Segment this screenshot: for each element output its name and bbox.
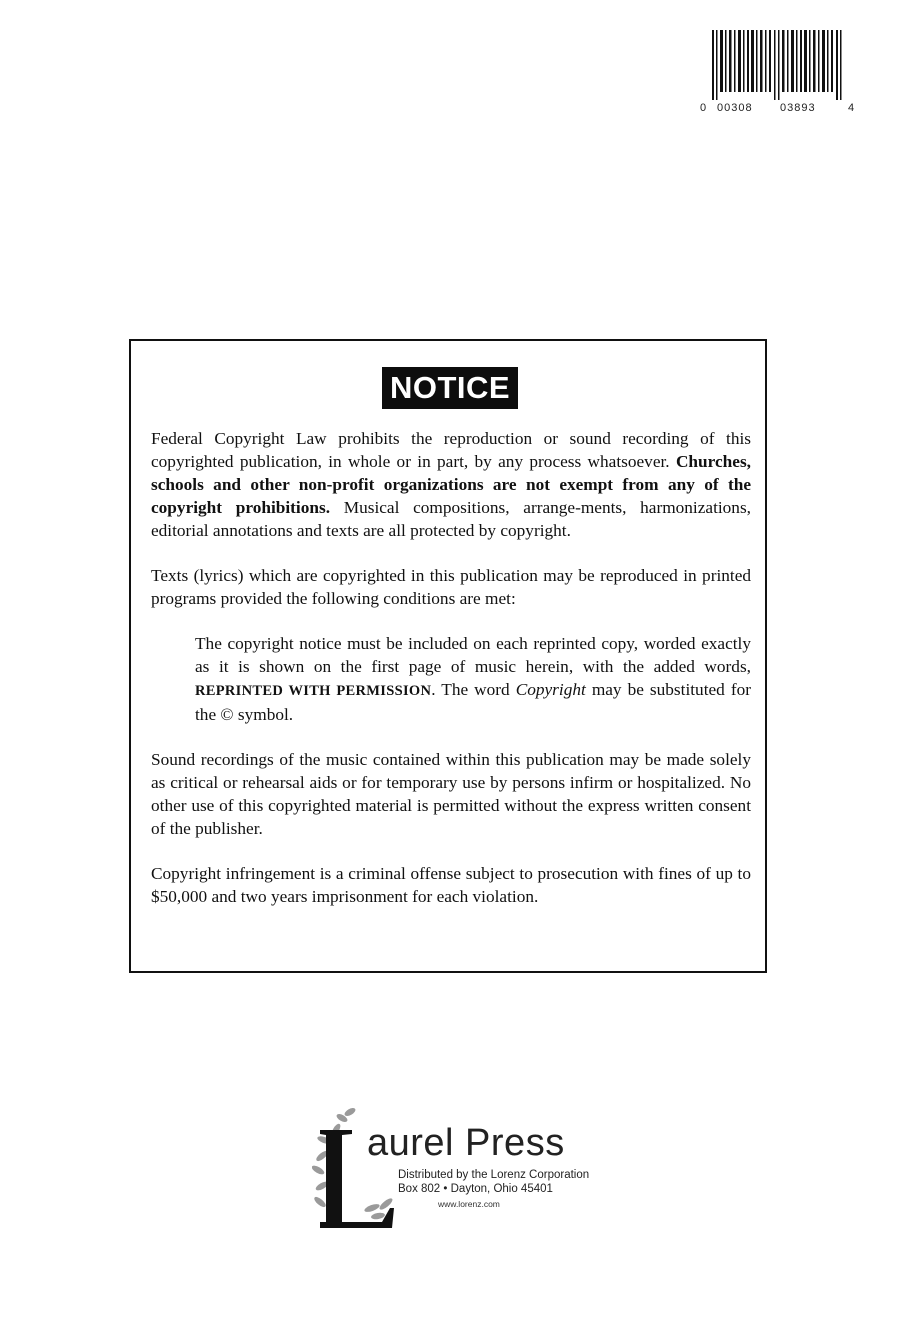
barcode-digits bbox=[700, 102, 860, 122]
notice-para3-text-2: . The word bbox=[431, 680, 516, 699]
publisher-logo bbox=[312, 1104, 592, 1230]
barcode bbox=[700, 28, 860, 128]
notice-para3-text: The copyright notice must be included on each reprinted copy, worded exactly as it is shown on the first page of music herein, with the added words, bbox=[195, 634, 751, 676]
logo-distributor: Distributed by the Lorenz Corporation bbox=[398, 1169, 590, 1181]
notice-para3-caps: REPRINTED WITH PERMISSION bbox=[195, 683, 432, 699]
barcode-digits-group1: 00308 bbox=[717, 102, 753, 114]
notice-paragraph-2: Texts (lyrics) which are copyrighted in this publication may be reproduced in printed programs provided the following conditions are met: bbox=[151, 566, 751, 608]
notice-paragraph-3 bbox=[195, 632, 751, 726]
notice-box bbox=[129, 339, 767, 973]
barcode-digits-group2: 03893 bbox=[780, 102, 816, 114]
notice-para1-text: Federal Copyright Law prohibits the reproduction or sound recording of this copyrighted publication, in whole or in part, by any process whatsoever. bbox=[151, 429, 751, 471]
barcode-bars bbox=[700, 28, 860, 100]
notice-para1-text-2: Musical compositions, arrange-ments, harmonizations, editorial annotations and texts are all protected by copyright. bbox=[151, 498, 751, 540]
notice-heading: NOTICE bbox=[382, 367, 518, 409]
logo-website: www.lorenz.com bbox=[438, 1199, 500, 1209]
logo-brand-name: aurel Press bbox=[367, 1122, 565, 1164]
notice-para1-bold: Churches, schools and other non-profit organizations are not exempt from any of the copyright prohibitions. bbox=[151, 452, 751, 517]
logo-address: Box 802 • Dayton, Ohio 45401 bbox=[398, 1183, 553, 1195]
notice-body bbox=[151, 427, 751, 930]
barcode-digit-left: 0 bbox=[700, 102, 707, 114]
notice-para3-text-3: may be substituted for the © symbol. bbox=[195, 680, 751, 724]
notice-para3-italic: Copyright bbox=[515, 680, 586, 699]
notice-paragraph-1 bbox=[151, 427, 751, 542]
notice-paragraph-4: Sound recordings of the music contained within this publication may be made solely as critical or rehearsal aids or for temporary use by persons infirm or hospitalized. No other use of this copyrighted material is permitted without the express written consent of the publisher. bbox=[151, 750, 751, 838]
notice-paragraph-5: Copyright infringement is a criminal offense subject to prosecution with fines of up to $50,000 and two years imprisonment for each violation. bbox=[151, 864, 751, 906]
barcode-digit-right: 4 bbox=[848, 102, 855, 114]
